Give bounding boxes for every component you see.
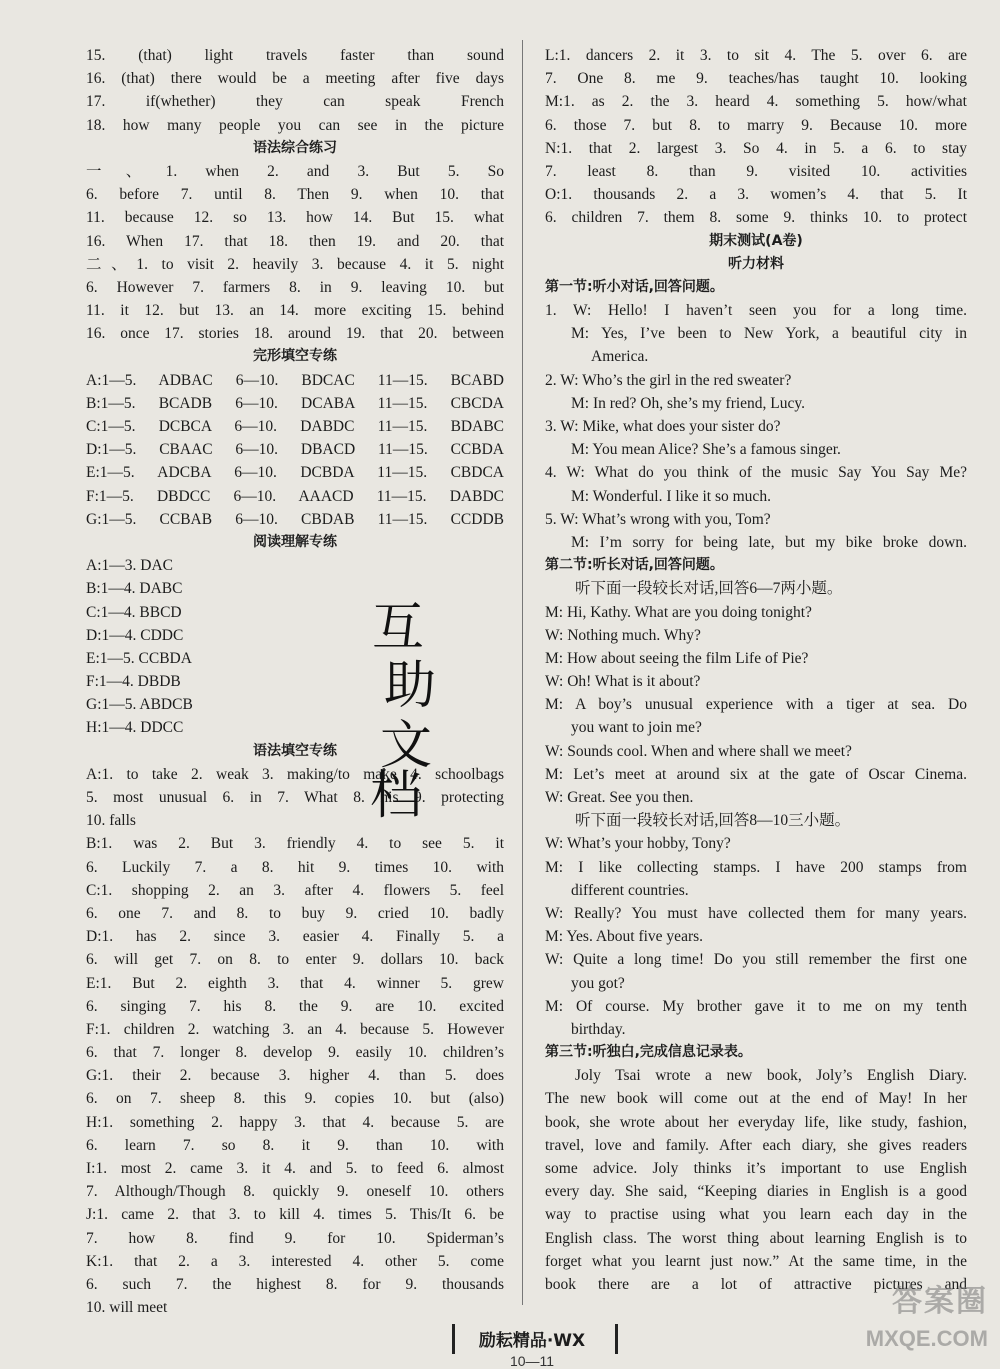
subsection-heading: 第二节:听长对话,回答问题。 bbox=[545, 557, 724, 574]
text-line: 5. W: What’s wrong with you, Tom? bbox=[545, 510, 771, 528]
text-line: 16. When 17. that 18. then 19. and 20. that bbox=[86, 232, 504, 250]
text-line: G:1—5. CCBAB 6—10. CBDAB 11—15. CCDDB bbox=[86, 510, 504, 528]
text-line: J:1. came 2. that 3. to kill 4. times 5. This/It 6. be bbox=[86, 1206, 504, 1224]
text-line: M: Hi, Kathy. What are you doing tonight? bbox=[545, 603, 812, 621]
text-line: 18. how many people you can see in the picture bbox=[86, 116, 504, 134]
text-line: D:1—5. CBAAC 6—10. DBACD 11—15. CCBDA bbox=[86, 441, 504, 459]
watermark-logo bbox=[862, 1268, 992, 1360]
subsection-heading: 第一节:听小对话,回答问题。 bbox=[545, 278, 724, 295]
text-line: The new book will come out at the end of May! In her bbox=[545, 1090, 967, 1108]
text-line: E:1—5. ADCBA 6—10. DCBDA 11—15. CBDCA bbox=[86, 464, 504, 482]
text-line: 6. singing 7. his 8. the 9. are 10. excited bbox=[86, 997, 504, 1015]
text-line: every day. She said, “Keeping diaries in English is a good bbox=[545, 1183, 967, 1201]
text-line: 2. W: Who’s the girl in the red sweater? bbox=[545, 371, 792, 389]
text-line: E:1. But 2. eighth 3. that 4. winner 5. grew bbox=[86, 974, 504, 992]
text-line: 16. (that) there would be a meeting after five days bbox=[86, 70, 504, 88]
text-line: 10. will meet bbox=[86, 1299, 168, 1317]
section-heading: 听力材料 bbox=[728, 255, 784, 272]
text-line: 6. those 7. but 8. to marry 9. Because 10. more bbox=[545, 116, 967, 134]
text-line: A:1. to take 2. weak 3. making/to make 4. schoolbags bbox=[86, 765, 504, 783]
text-line: 3. W: Mike, what does your sister do? bbox=[545, 418, 781, 435]
section-heading: 语法综合练习 bbox=[253, 139, 337, 156]
text-line: M: I like collecting stamps. I have 200 stamps from bbox=[545, 858, 967, 876]
section-heading: 阅读理解专练 bbox=[253, 533, 337, 550]
text-line: H:1. something 2. happy 3. that 4. because 5. are bbox=[86, 1113, 504, 1131]
text-line: B:1. was 2. But 3. friendly 4. to see 5. it bbox=[86, 835, 504, 853]
text-line: English class. The worst thing about learning English is to bbox=[545, 1229, 967, 1247]
text-line: E:1—5. CCBDA bbox=[86, 649, 192, 667]
text-line: W: Quite a long time! Do you still remember the first one bbox=[545, 951, 967, 969]
text-line: F:1. children 2. watching 3. an 4. because 5. However bbox=[86, 1020, 504, 1038]
text-line: 听下面一段较长对话,回答8—10三小题。 bbox=[575, 812, 851, 830]
section-heading: 期末测试(A卷) bbox=[709, 232, 803, 249]
text-line: O:1. thousands 2. a 3. women’s 4. that 5. It bbox=[545, 186, 967, 204]
text-line: 6. before 7. until 8. Then 9. when 10. that bbox=[86, 186, 504, 204]
text-line: 5. most unusual 6. in 7. What 8. his 9. protecting bbox=[86, 789, 504, 806]
handwritten-annotation bbox=[362, 598, 452, 832]
text-line: 7. Although/Though 8. quickly 9. oneself 10. others bbox=[86, 1183, 504, 1201]
text-line: M: You mean Alice? She’s a famous singer. bbox=[571, 441, 841, 459]
text-line: L:1. dancers 2. it 3. to sit 4. The 5. over 6. are bbox=[545, 47, 967, 64]
text-line: 11. because 12. so 13. how 14. But 15. what bbox=[86, 209, 504, 227]
text-line: you got? bbox=[571, 974, 625, 992]
text-line: 15. (that) light travels faster than sound bbox=[86, 47, 504, 64]
text-line: M: How about seeing the film Life of Pie? bbox=[545, 649, 809, 667]
text-line: I:1. most 2. came 3. it 4. and 5. to feed 6. almost bbox=[86, 1160, 504, 1177]
text-line: 6. will get 7. on 8. to enter 9. dollars 10. back bbox=[86, 951, 504, 969]
text-line: Joly Tsai wrote a new book, Joly’s English Diary. bbox=[575, 1067, 967, 1085]
text-line: birthday. bbox=[571, 1020, 626, 1038]
text-line: book there are a lot of attractive pictures and bbox=[545, 1275, 967, 1293]
text-line: D:1—4. CDDC bbox=[86, 626, 184, 644]
section-heading: 完形填空专练 bbox=[253, 348, 337, 365]
text-line: W: Oh! What is it about? bbox=[545, 673, 701, 691]
right-column bbox=[545, 44, 967, 1296]
text-line: C:1—5. DCBCA 6—10. DABDC 11—15. BDABC bbox=[86, 418, 504, 435]
text-line: A:1—3. DAC bbox=[86, 557, 173, 575]
text-line: A:1—5. ADBAC 6—10. BDCAC 11—15. BCABD bbox=[86, 371, 504, 389]
text-line: some advice. Joly thinks it’s important to use English bbox=[545, 1160, 967, 1177]
text-line: book, she wrote about her everyday life, like study, fashion, bbox=[545, 1113, 967, 1131]
text-line: America. bbox=[591, 348, 649, 366]
text-line: G:1. their 2. because 3. higher 4. than 5. does bbox=[86, 1067, 504, 1085]
text-line: forget what you learnt just now.” At the same time, in the bbox=[545, 1252, 967, 1270]
text-line: 6. that 7. longer 8. develop 9. easily 10. children’s bbox=[86, 1044, 504, 1062]
text-line: way to practise using what you learn each day in the bbox=[545, 1206, 967, 1224]
text-line: 6. on 7. sheep 8. this 9. copies 10. but (also) bbox=[86, 1090, 504, 1108]
text-line: M: Yes. About five years. bbox=[545, 928, 704, 946]
text-line: K:1. that 2. a 3. interested 4. other 5. come bbox=[86, 1252, 504, 1270]
text-line: N:1. that 2. largest 3. So 4. in 5. a 6. to stay bbox=[545, 139, 967, 157]
page-footer bbox=[0, 1318, 1000, 1369]
text-line: 一、1. when 2. and 3. But 5. So bbox=[86, 162, 504, 180]
text-line: M:1. as 2. the 3. heard 4. something 5. how/what bbox=[545, 93, 967, 111]
text-line: 1. W: Hello! I haven’t seen you for a long time. bbox=[545, 302, 967, 320]
text-line: M: A boy’s unusual experience with a tiger at sea. Do bbox=[545, 696, 967, 714]
handwritten-char: 助 bbox=[384, 656, 437, 716]
text-line: B:1—5. BCADB 6—10. DCABA 11—15. CBCDA bbox=[86, 394, 504, 412]
text-line: F:1—4. DBDB bbox=[86, 673, 181, 691]
text-line: 4. W: What do you think of the music Say You Say Me? bbox=[545, 464, 967, 482]
text-line: B:1—4. DABC bbox=[86, 580, 183, 598]
text-line: M: Let’s meet at around six at the gate of Oscar Cinema. bbox=[545, 765, 967, 783]
text-line: W: Really? You must have collected them for many years. bbox=[545, 904, 967, 922]
footer-brand: 励耘精品·WX bbox=[478, 1331, 586, 1351]
watermark-title: 答案圈 bbox=[892, 1285, 988, 1318]
text-line: M: Of course. My brother gave it to me on my tenth bbox=[545, 997, 967, 1015]
text-line: M: I’m sorry for being late, but my bike broke down. bbox=[571, 533, 967, 551]
text-line: 6. Luckily 7. a 8. hit 9. times 10. with bbox=[86, 858, 504, 876]
text-line: 7. least 8. than 9. visited 10. activities bbox=[545, 162, 967, 180]
text-line: H:1—4. DDCC bbox=[86, 719, 184, 737]
text-line: W: Great. See you then. bbox=[545, 789, 694, 806]
text-line: G:1—5. ABDCB bbox=[86, 696, 193, 714]
text-line: travel, love and family. After each diary, she gives readers bbox=[545, 1136, 967, 1154]
text-line: 6. learn 7. so 8. it 9. than 10. with bbox=[86, 1136, 504, 1154]
subsection-heading: 第三节:听独白,完成信息记录表。 bbox=[545, 1044, 752, 1061]
text-line: M: Yes, I’ve been to New York, a beautiful city in bbox=[571, 325, 967, 343]
text-line: 二、1. to visit 2. heavily 3. because 4. it 5. night bbox=[86, 255, 504, 273]
text-line: M: Wonderful. I like it so much. bbox=[571, 487, 771, 505]
text-line: 11. it 12. but 13. an 14. more exciting 15. behind bbox=[86, 302, 504, 320]
text-line: W: What’s your hobby, Tony? bbox=[545, 835, 731, 853]
text-line: W: Nothing much. Why? bbox=[545, 626, 701, 644]
handwritten-char: 档 bbox=[370, 766, 423, 826]
text-line: different countries. bbox=[571, 881, 689, 899]
text-line: 17. if(whether) they can speak French bbox=[86, 93, 504, 111]
text-line: C:1. shopping 2. an 3. after 4. flowers 5. feel bbox=[86, 881, 504, 899]
page-numbers: 10—11 bbox=[509, 1353, 555, 1369]
section-heading: 语法填空专练 bbox=[253, 742, 337, 759]
text-line: you want to join me? bbox=[571, 719, 702, 737]
column-divider bbox=[522, 40, 523, 1305]
text-line: 听下面一段较长对话,回答6—7两小题。 bbox=[575, 580, 843, 598]
text-line: 6. such 7. the highest 8. for 9. thousands bbox=[86, 1275, 504, 1293]
text-line: D:1. has 2. since 3. easier 4. Finally 5. a bbox=[86, 928, 504, 946]
text-line: 6. one 7. and 8. to buy 9. cried 10. badly bbox=[86, 904, 504, 922]
text-line: C:1—4. BBCD bbox=[86, 603, 182, 621]
text-line: 7. how 8. find 9. for 10. Spiderman’s bbox=[86, 1229, 504, 1247]
text-line: 6. However 7. farmers 8. in 9. leaving 10. but bbox=[86, 278, 504, 296]
text-line: M: In red? Oh, she’s my friend, Lucy. bbox=[571, 394, 806, 412]
handwritten-char: 互 bbox=[372, 598, 425, 658]
text-line: 16. once 17. stories 18. around 19. that 20. between bbox=[86, 325, 504, 343]
text-line: 10. falls bbox=[86, 812, 136, 830]
text-line: 7. One 8. me 9. teaches/has taught 10. looking bbox=[545, 70, 967, 88]
text-line: F:1—5. DBDCC 6—10. AAACD 11—15. DABDC bbox=[86, 487, 504, 505]
text-line: 6. children 7. them 8. some 9. thinks 10. to protect bbox=[545, 209, 967, 227]
watermark-url: MXQE.COM bbox=[865, 1326, 988, 1351]
handwritten-char: 文 bbox=[380, 716, 433, 776]
text-line: W: Sounds cool. When and where shall we meet? bbox=[545, 742, 852, 760]
